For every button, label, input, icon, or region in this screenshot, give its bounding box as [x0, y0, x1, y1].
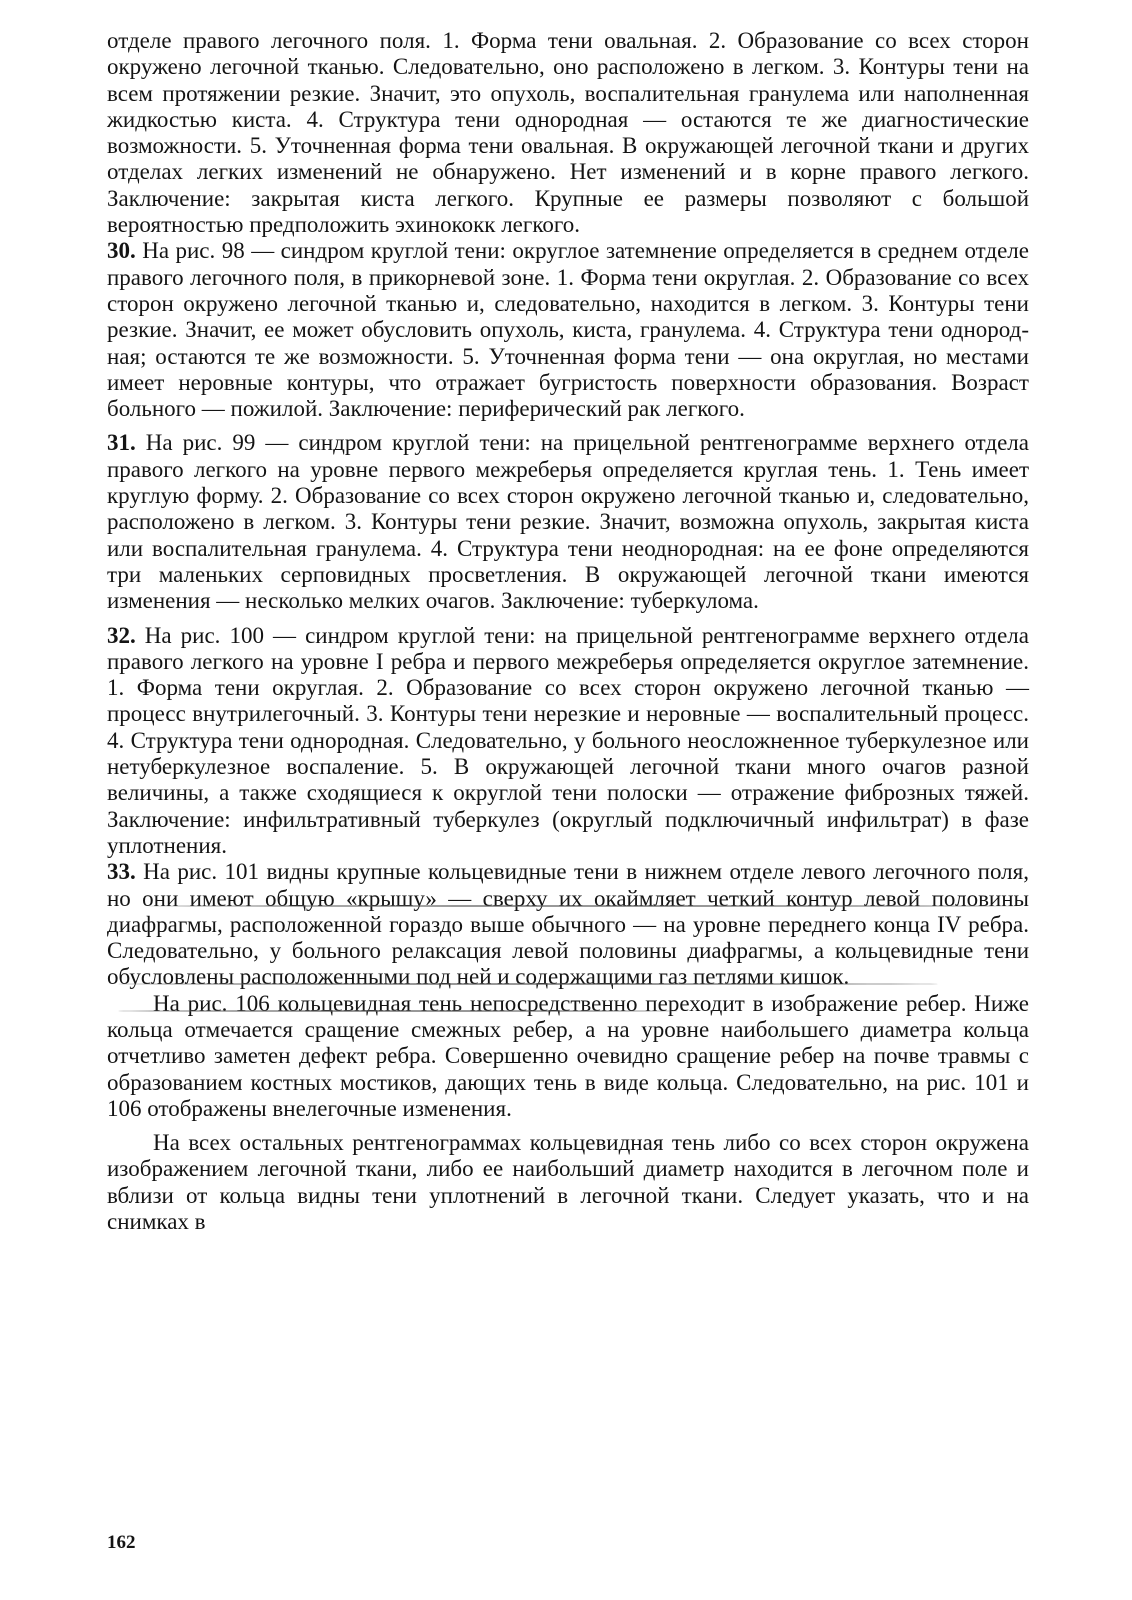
- item-32: [107, 623, 1029, 860]
- pencil-underline: [118, 1010, 678, 1012]
- pencil-underline: [118, 983, 938, 985]
- item-30: [107, 238, 1029, 422]
- item-33: [107, 859, 1029, 990]
- intro-paragraph: отделе правого легочного поля. 1. Форма тени овальная. 2. Образование со всех сторон окружено легочной тканью. Следовательно, оно расположено в легком. 3. Контуры тени на всем протяжении резкие. Значит, это опухоль, воспалительная гранулема или наполненная жидкостью киста. 4. Структура тени однородная — остаются те же диагностические возможности. 5. Уточненная форма тени овальная. В окружающей легочной ткани и других отделах легких изменений не обнаружено. Нет изменений и в корне правого легкого. Заключение: закрытая киста легкого. Крупные ее размеры позволяют с большой вероятностью предположить эхинококк легкого.: [107, 28, 1029, 238]
- item-number: 33.: [107, 859, 136, 885]
- item-number: 31.: [107, 430, 136, 456]
- item-text: На рис. 98 — синдром круглой тени: округлое затемнение определяется в среднем отделе правого легочного поля, в прикорневой зоне. 1. Форма тени округлая. 2. Образование со всех сторон окружено легочной тканью и, следовательно, находится в легком. 3. Контуры тени резкие. Значит, ее может обусловить опухоль, киста, гранулема. 4. Структура тени однородная; остаются те же возможности. 5. Уточненная форма тени — она округлая, но местами имеет неровные контуры, что отражает бугристость поверхности образования. Возраст больного — пожилой. Заключение: периферический рак легкого.: [107, 238, 1029, 422]
- item-number: 32.: [107, 622, 136, 648]
- item-text: На рис. 100 — синдром круглой тени: на прицельной рентгенограмме верхнего отдела правого легкого на уровне I ребра и первого межреберья определяется округлое затемнение. 1. Форма тени округлая. 2. Образование со всех сторон окружено легочной тканью — процесс внутрилегочный. 3. Контуры тени нерезкие и неровные — воспалительный процесс. 4. Структура тени однородная. Следовательно, у больного неосложненное туберкулезное или нетуберкулезное воспаление. 5. В окружающей легочной ткани много очагов разной величины, а также сходящиеся к округлой тени полоски — отражение фиброзных тяжей. Заключение: инфильтративный туберкулез (округлый подключичный инфильтрат) в фазе уплотнения.: [107, 622, 1029, 858]
- body-paragraph: На всех остальных рентгенограммах кольцевидная тень либо со всех сторон окружена изображением легочной ткани, либо ее наибольший диаметр находится в легочном поле и вблизи от кольца видны тени уплотнений в легочной ткани. Следует указать, что и на снимках в: [107, 1130, 1029, 1235]
- body-paragraph: На рис. 106 кольцевидная тень непосредственно переходит в изображение ребер. Ниже кольца отмечается сращение смежных ребер, а на уровне наибольшего диаметра кольца отчетливо заметен дефект ребра. Совершенно очевидно сращение ребер на почве травмы с образованием костных мостиков, дающих тень в виде кольца. Следовательно, на рис. 101 и 106 отображены внелегочные изменения.: [107, 990, 1029, 1121]
- item-31: [107, 430, 1029, 614]
- item-text: На рис. 101 видны крупные кольцевидные тени в нижнем отделе левого легочного поля, но они имеют общую «крышу» — сверху их окаймляет четкий контур левой половины диафрагмы, расположенной гораздо выше обычного — на уровне переднего конца IV ребра. Следовательно, у больного релаксация левой половины диафрагмы, а кольцевидные тени обусловлены расположенными под ней и содержащими газ петлями кишок.: [107, 859, 1029, 990]
- pencil-underline: [148, 905, 1018, 907]
- item-text: На рис. 99 — синдром круглой тени: на прицельной рентгенограмме верхнего отдела правого легкого на уровне первого межреберья определяется круглая тень. 1. Тень имеет круглую форму. 2. Образование со всех сторон окружено легочной тканью и, следовательно, расположено в легком. 3. Контуры тени резкие. Значит, возможна опухоль, закрытая киста или воспалительная гранулема. 4. Структура тени неоднородная: на ее фоне определяются три маленьких серповидных просветления. В окружающей легочной ткани имеются изменения — несколько мелких очагов. Заключение: туберкулома.: [107, 430, 1029, 614]
- page-body: [107, 28, 1029, 1235]
- page-number: 162: [107, 1532, 136, 1553]
- item-number: 30.: [107, 238, 136, 264]
